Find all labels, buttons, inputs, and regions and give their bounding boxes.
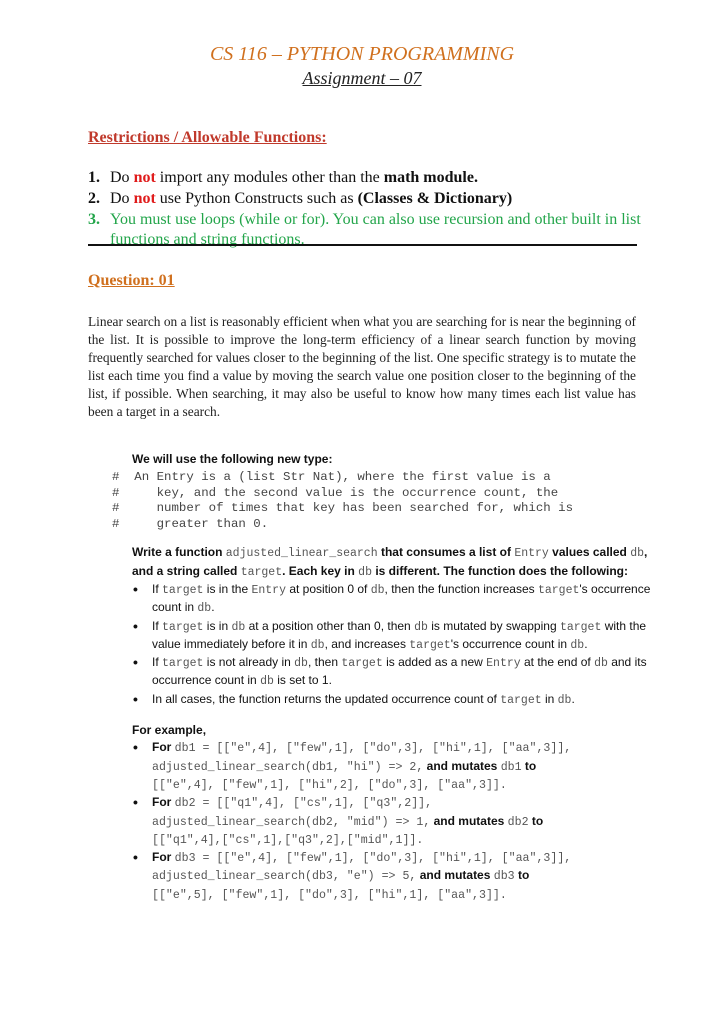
- list-item: • In all cases, the function returns the updated occurrence count of target in db.: [132, 691, 652, 709]
- question-paragraph: Linear search on a list is reasonably efficient when what you are searching for is near the beginning of the list. It is possible to improve the long-term efficiency of a linear search function by moving frequently searched for values closer to the beginning of the list. One specific strategy is to mutate the list each time you find a value by moving the search value one position closer to the beginning of the list, if possible. When searching, it may also be useful to know how many times each list value has been a target in a search.: [88, 314, 636, 419]
- restriction-number: 2.: [88, 190, 100, 207]
- examples-heading: For example,: [132, 723, 207, 738]
- restriction-number: 3.: [88, 211, 100, 228]
- list-item: • If target is in the Entry at position 0 of db, then the function increases target's occurrence count in db.: [132, 581, 652, 618]
- document-title: CS 116 – PYTHON PROGRAMMING: [209, 43, 515, 65]
- type-intro: We will use the following new type:: [132, 452, 333, 466]
- task-description: Write a function adjusted_linear_search that consumes a list of Entry values called db, and a string called target. Each key in db is different. The function does the following:: [132, 545, 648, 579]
- restrictions-heading: Restrictions / Allowable Functions:: [88, 129, 327, 146]
- list-item: • If target is not already in db, then target is added as a new Entry at the end of db and its occurrence count in db is set to 1.: [132, 654, 652, 691]
- example-item: • For db1 = [["e",4], ["few",1], ["do",3], ["hi",1], ["aa",3]], adjusted_linear_search(db1, "hi") => 2, and mutates db1 to [["e",4], ["few",1], ["hi",2], ["do",3], ["aa",3]].: [132, 739, 652, 794]
- example-item: • For db2 = [["q1",4], ["cs",1], ["q3",2]], adjusted_linear_search(db2, "mid") => 1, and mutates db2 to [["q1",4],["cs",1],["q3",2],["mid",1]].: [132, 794, 652, 849]
- question-heading: Question: 01: [88, 272, 175, 289]
- restriction-text: You must use loops (while or for). You can also use recursion and other built in list functions and string functions.: [110, 211, 641, 248]
- restriction-text: Do not use Python Constructs such as (Classes & Dictionary): [110, 190, 513, 207]
- section-divider: [88, 244, 637, 246]
- behavior-list: [132, 581, 652, 709]
- restriction-text: Do not import any modules other than the math module.: [110, 169, 478, 186]
- restriction-item: [88, 189, 648, 209]
- example-item: • For db3 = [["e",4], ["few",1], ["do",3], ["hi",1], ["aa",3]], adjusted_linear_search(db3, "e") => 5, and mutates db3 to [["e",5], ["few",1], ["do",3], ["hi",1], ["aa",3]].: [132, 849, 652, 904]
- type-definition-code: # An Entry is a (list Str Nat), where the first value is a # key, and the second value is the occurrence count, the # number of times that key has been searched for, which is # greater than 0.: [112, 470, 574, 531]
- restriction-number: 1.: [88, 169, 100, 186]
- list-item: • If target is in db at a position other than 0, then db is mutated by swapping target with the value immediately before it in db, and increases target's occurrence count in db.: [132, 618, 652, 655]
- document-subtitle: Assignment – 07: [302, 68, 422, 88]
- question-body: [112, 450, 652, 904]
- restriction-item: [88, 168, 648, 188]
- examples-list: [132, 739, 652, 904]
- restrictions-list: [88, 168, 648, 251]
